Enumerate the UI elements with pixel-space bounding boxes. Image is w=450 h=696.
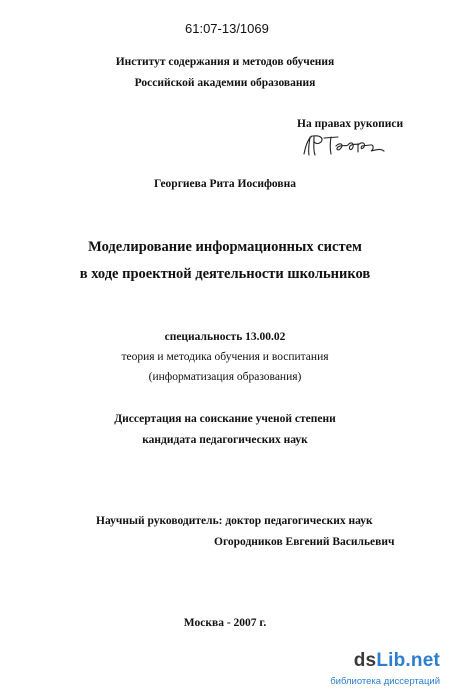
supervisor-title: Научный руководитель: доктор педагогических наук [96,515,373,527]
place-and-year: Москва - 2007 г. [183,617,267,629]
dslib-logo-prefix: ds [353,650,377,671]
dslib-watermark [328,650,446,692]
dslib-logo [354,650,440,672]
thesis-title-line-1: Моделирование информационных систем [88,239,362,255]
supervisor-name: Огородников Евгений Васильевич [214,536,395,548]
specialty-name: теория и методика обучения и воспитания [121,351,329,363]
dslib-subtitle: библиотека диссертаций [330,676,440,687]
manuscript-rights-note: На правах рукописи [297,118,404,130]
specialty-code: специальность 13.00.02 [164,331,286,343]
signature-icon [300,130,390,160]
institution-line-2: Российской академии образования [134,77,316,89]
registration-code: 61:07-13/1069 [185,21,269,36]
dissertation-degree-line-2: кандидата педагогических наук [142,434,308,446]
institution-line-1: Институт содержания и методов обучения [115,56,335,68]
author-name: Георгиева Рита Иосифовна [154,178,296,190]
dslib-logo-suffix: Lib.net [376,650,440,671]
specialty-subfield: (информатизация образования) [148,371,302,383]
dissertation-degree-line-1: Диссертация на соискание ученой степени [114,413,336,425]
thesis-title-line-2: в ходе проектной деятельности школьников [79,266,371,282]
